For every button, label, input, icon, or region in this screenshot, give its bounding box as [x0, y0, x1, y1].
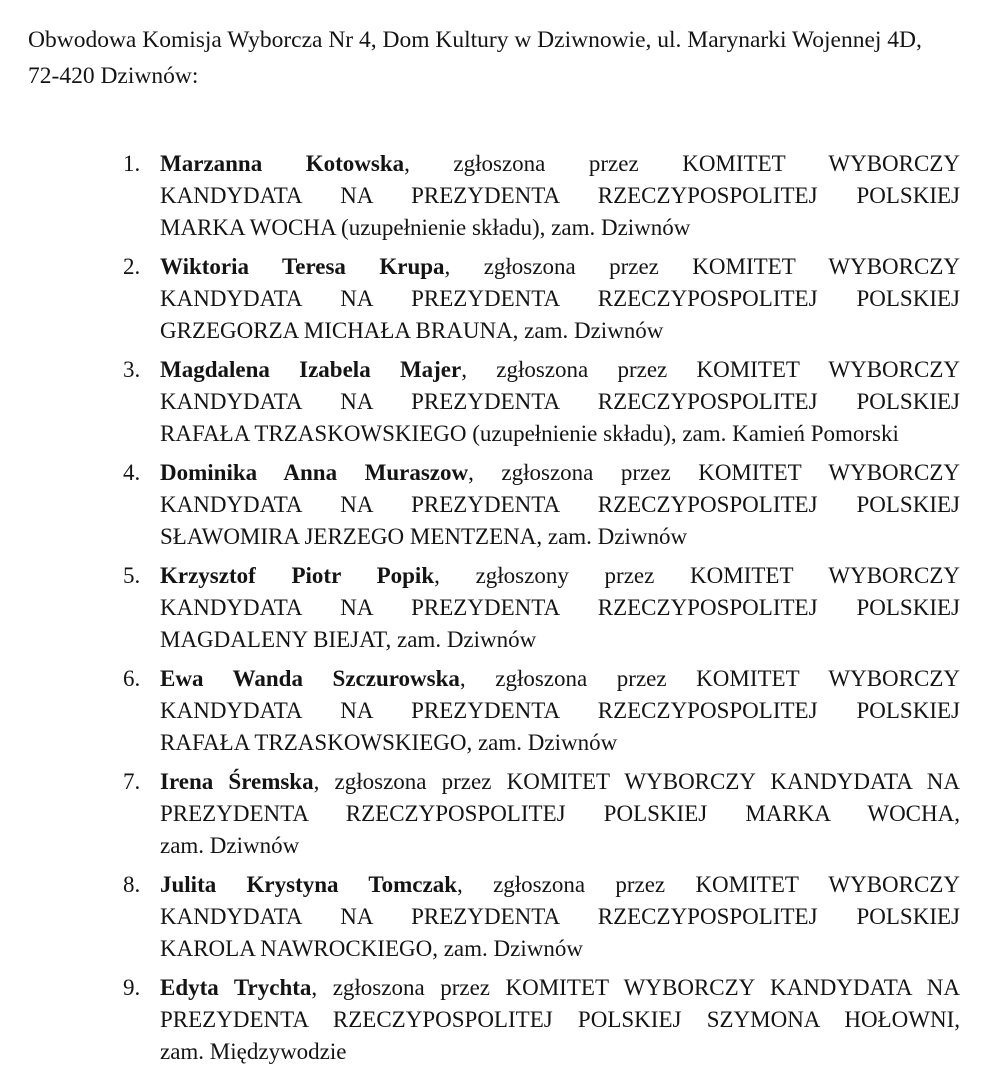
commission-header-line-2: 72-420 Dziwnów:	[28, 63, 199, 89]
member-line: KANDYDATA NA PREZYDENTA RZECZYPOSPOLITEJ POLSKIEJ	[160, 389, 960, 414]
member-name: Irena Śremska	[160, 769, 314, 794]
member-body	[160, 457, 960, 553]
member-line: KANDYDATA NA PREZYDENTA RZECZYPOSPOLITEJ POLSKIEJ	[160, 183, 960, 208]
member-line: SŁAWOMIRA JERZEGO MENTZENA, zam. Dziwnów	[160, 524, 688, 549]
member-name: Ewa Wanda Szczurowska	[160, 666, 460, 691]
member-item	[123, 766, 960, 862]
member-line: KAROLA NAWROCKIEGO, zam. Dziwnów	[160, 936, 583, 961]
member-number: 7.	[123, 769, 141, 794]
member-line: KANDYDATA NA PREZYDENTA RZECZYPOSPOLITEJ POLSKIEJ	[160, 595, 960, 620]
member-line: Krzysztof Piotr Popik, zgłoszony przez KOMITET WYBORCZY	[160, 563, 960, 588]
member-body	[160, 148, 960, 244]
member-name: Wiktoria Teresa Krupa	[160, 254, 445, 279]
member-line: Irena Śremska, zgłoszona przez KOMITET WYBORCZY KANDYDATA NA	[160, 769, 960, 794]
member-line: RAFAŁA TRZASKOWSKIEGO, zam. Dziwnów	[160, 730, 618, 755]
member-item	[123, 560, 960, 656]
member-name: Edyta Trychta	[160, 975, 312, 1000]
member-item	[123, 869, 960, 965]
member-line: GRZEGORZA MICHAŁA BRAUNA, zam. Dziwnów	[160, 318, 664, 343]
member-line: zam. Dziwnów	[160, 833, 300, 858]
member-body	[160, 354, 960, 450]
member-line: Julita Krystyna Tomczak, zgłoszona przez KOMITET WYBORCZY	[160, 872, 960, 897]
member-line: Marzanna Kotowska, zgłoszona przez KOMITET WYBORCZY	[160, 151, 960, 176]
member-line: zam. Międzywodzie	[160, 1039, 347, 1064]
member-number: 9.	[123, 975, 141, 1000]
member-body	[160, 869, 960, 965]
member-line: KANDYDATA NA PREZYDENTA RZECZYPOSPOLITEJ POLSKIEJ	[160, 286, 960, 311]
member-name: Krzysztof Piotr Popik	[160, 563, 435, 588]
member-line: Dominika Anna Muraszow, zgłoszona przez KOMITET WYBORCZY	[160, 460, 960, 485]
member-item	[123, 354, 960, 450]
member-item	[123, 251, 960, 347]
members-list	[123, 148, 960, 1068]
member-line: Wiktoria Teresa Krupa, zgłoszona przez KOMITET WYBORCZY	[160, 254, 960, 279]
member-line: MAGDALENY BIEJAT, zam. Dziwnów	[160, 627, 537, 652]
member-number: 6.	[123, 666, 141, 691]
member-line: KANDYDATA NA PREZYDENTA RZECZYPOSPOLITEJ POLSKIEJ	[160, 698, 960, 723]
member-name: Julita Krystyna Tomczak	[160, 872, 458, 897]
member-line: KANDYDATA NA PREZYDENTA RZECZYPOSPOLITEJ POLSKIEJ	[160, 492, 960, 517]
member-line: PREZYDENTA RZECZYPOSPOLITEJ POLSKIEJ SZYMONA HOŁOWNI,	[160, 1007, 960, 1032]
member-number: 3.	[123, 357, 141, 382]
member-item	[123, 148, 960, 244]
member-line: PREZYDENTA RZECZYPOSPOLITEJ POLSKIEJ MARKA WOCHA,	[160, 801, 960, 826]
member-line: Edyta Trychta, zgłoszona przez KOMITET WYBORCZY KANDYDATA NA	[160, 975, 960, 1000]
member-line: Ewa Wanda Szczurowska, zgłoszona przez KOMITET WYBORCZY	[160, 666, 961, 691]
commission-header	[28, 22, 960, 94]
member-line: MARKA WOCHA (uzupełnienie składu), zam. Dziwnów	[160, 215, 691, 240]
member-item	[123, 663, 960, 759]
member-number: 1.	[123, 151, 141, 176]
member-line: KANDYDATA NA PREZYDENTA RZECZYPOSPOLITEJ POLSKIEJ	[160, 904, 960, 929]
member-body	[160, 560, 960, 656]
member-name: Dominika Anna Muraszow	[160, 460, 469, 485]
member-body	[160, 663, 960, 759]
member-number: 8.	[123, 872, 141, 897]
member-line: RAFAŁA TRZASKOWSKIEGO (uzupełnienie składu), zam. Kamień Pomorski	[160, 421, 899, 446]
member-number: 5.	[123, 563, 141, 588]
commission-header-line-1: Obwodowa Komisja Wyborcza Nr 4, Dom Kultury w Dziwnowie, ul. Marynarki Wojennej 4D,	[28, 27, 922, 53]
member-body	[160, 972, 960, 1068]
member-name: Marzanna Kotowska	[160, 151, 405, 176]
member-body	[160, 251, 960, 347]
member-item	[123, 972, 960, 1068]
member-body	[160, 766, 960, 862]
member-name: Magdalena Izabela Majer	[160, 357, 462, 382]
member-item	[123, 457, 960, 553]
member-number: 2.	[123, 254, 141, 279]
member-number: 4.	[123, 460, 141, 485]
member-line: Magdalena Izabela Majer, zgłoszona przez KOMITET WYBORCZY	[160, 357, 960, 382]
